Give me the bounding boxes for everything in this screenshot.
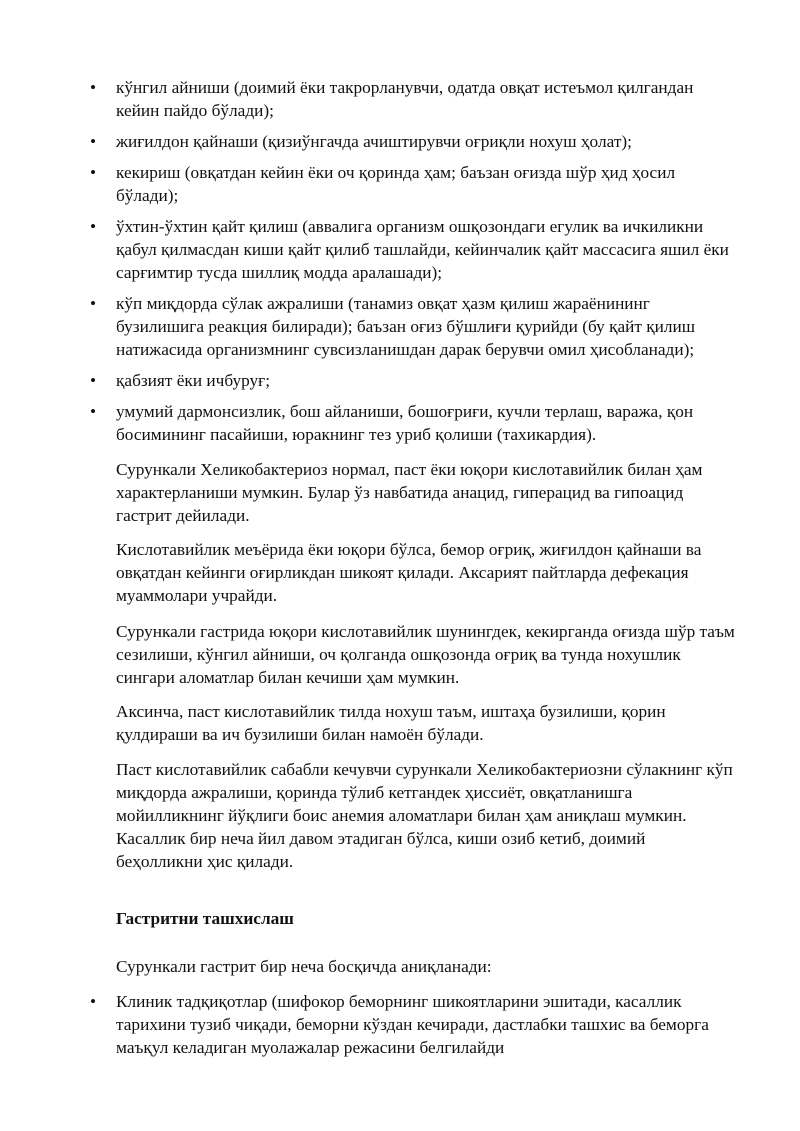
list-item [0, 215, 800, 284]
paragraph: Аксинча, паст кислотавийлик тилда нохуш таъм, иштаҳа бузилиши, қорин қулдираши ва ич бузилиши билан намоён бўлади. [116, 702, 666, 744]
bullet-icon: • [90, 294, 97, 313]
paragraph: Сурункали Хеликобактериоз нормал, паст ёки юқори кислотавийлик билан ҳам характерланиши мумкин. Булар ўз навбатида анацид, гиперацид ва гипоацид гастрит дейилади. [116, 460, 703, 525]
diagnosis-list [0, 990, 800, 1067]
list-item [0, 130, 800, 153]
bullet-icon: • [90, 163, 97, 182]
section-intro: Сурункали гастрит бир неча босқичда аниқланади: [116, 957, 492, 976]
list-item [0, 400, 800, 446]
bullet-icon: • [90, 78, 97, 97]
list-item [0, 292, 800, 361]
list-item [0, 990, 800, 1059]
list-item [0, 161, 800, 207]
bullet-icon: • [90, 371, 97, 390]
bullet-icon: • [90, 402, 97, 421]
paragraph: Кислотавийлик меъёрида ёки юқори бўлса, бемор оғриқ, жиғилдон қайнаши ва овқатдан кейинги оғирликдан шикоят қилади. Аксарият пайтларда дефекация муаммолари учрайди. [116, 540, 702, 605]
list-item-text: кекириш (овқатдан кейин ёки оч қоринда ҳам; баъзан оғизда шўр ҳид ҳосил бўлади); [116, 163, 676, 205]
bullet-icon: • [90, 992, 97, 1011]
list-item-text: қабзият ёки ичбуруғ; [116, 371, 271, 390]
list-item-text: кўп миқдорда сўлак ажралиши (танамиз овқат ҳазм қилиш жараёнининг бузилишига реакция билиради); баъзан оғиз бўшлиғи қурийди (бу қайт қилиш натижасида организмнинг сувсизланишдан дарак берувчи омил ҳисобланади); [116, 294, 696, 359]
list-item-text: кўнгил айниши (доимий ёки такрорланувчи, одатда овқат истеъмол қилгандан кейин пайдо бўлади); [116, 78, 694, 120]
symptom-list [0, 76, 800, 454]
list-item-text: жиғилдон қайнаши (қизиўнгачда ачиштирувчи оғриқли нохуш ҳолат); [116, 132, 632, 151]
list-item-text: ўхтин-ўхтин қайт қилиш (аввалига организм ошқозондаги егулик ва ичкиликни қабул қилмасдан киши қайт қилиб ташлайди, кейинчалик қайт массасига яшил ёки сарғимтир тусда шиллиқ модда аралашади); [116, 217, 729, 282]
list-item-text: Клиник тадқиқотлар (шифокор беморнинг шикоятларини эшитади, касаллик тарихини тузиб чиқади, беморни кўздан кечиради, дастлабки ташхис ва беморга маъқул келадиган муолажалар режасини белгилайди [116, 992, 709, 1057]
list-item-text: умумий дармонсизлик, бош айланиши, бошоғриғи, кучли терлаш, ваража, қон босимининг пасайиши, юракнинг тез уриб қолиши (тахикардия). [116, 402, 694, 444]
list-item [0, 369, 800, 392]
list-item [0, 76, 800, 122]
paragraph: Сурункали гастрида юқори кислотавийлик шунингдек, кекирганда оғизда шўр таъм сезилиши, кўнгил айниши, оч қолганда ошқозонда оғриқ ва тунда нохушлик сингари аломатлар билан кечиши ҳам мумкин. [116, 622, 735, 687]
bullet-icon: • [90, 217, 97, 236]
section-heading: Гастритни ташхислаш [116, 909, 294, 928]
paragraph: Паст кислотавийлик сабабли кечувчи сурункали Хеликобактериозни сўлакнинг кўп миқдорда ажралиши, қоринда тўлиб кетгандек ҳиссиёт, овқатланишга мойилликнинг йўқлиги боис анемия аломатлари билан ҳам аниқлаш мумкин. Касаллик бир неча йил давом этадиган бўлса, киши озиб кетиб, доимий беҳолликни ҳис қилади. [116, 760, 733, 871]
bullet-icon: • [90, 132, 97, 151]
